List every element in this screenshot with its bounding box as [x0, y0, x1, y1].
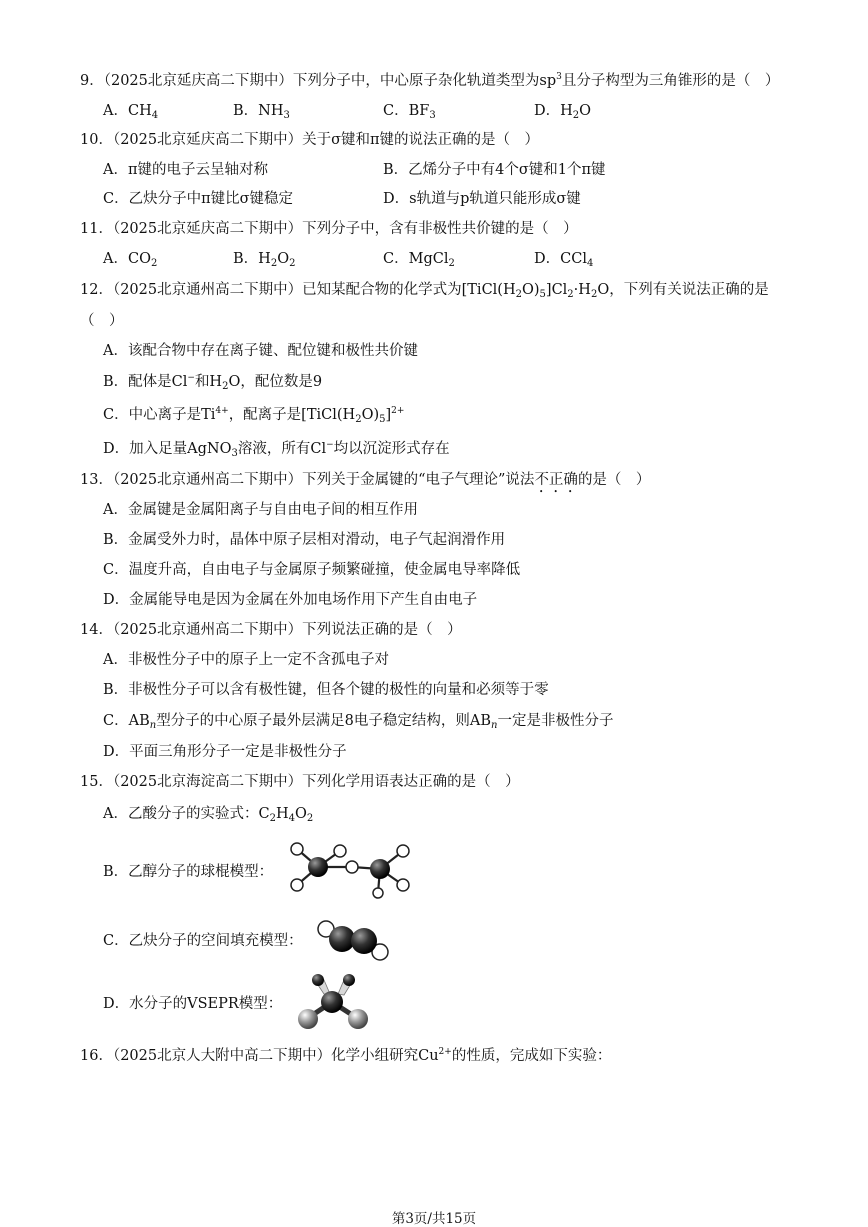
- q12-option-a: A．该配合物中存在离子键、配位键和极性共价键: [103, 343, 418, 359]
- emphasis-not-correct: 不正确: [534, 472, 578, 488]
- q10-option-a: A．π键的电子云呈轴对称: [103, 162, 269, 178]
- q13-option-b: B．金属受外力时，晶体中原子层相对滑动，电子气起润滑作用: [103, 532, 506, 548]
- q9-stem: 9．（2025北京延庆高二下期中）下列分子中，中心原子杂化轨道类型为$sp^3$且分子构型为三角锥形的是（ ）: [80, 72, 780, 89]
- q12-option-d: D．加入足量AgNO$_3$溶液，所有Cl−均以沉淀形式存在: [103, 440, 450, 459]
- q14-option-c: C．$AB_n$型分子的中心原子最外层满足8电子稳定结构，则$AB_n$一定是非极性分子: [103, 713, 614, 731]
- ethanol-ball-stick-model: [283, 837, 419, 899]
- q12-stem-line2: （ ）: [80, 313, 124, 329]
- q14-option-b: B．非极性分子可以含有极性键，但各个键的极性的向量和必须等于零: [103, 682, 549, 698]
- q9-option-d: D．$H_2O$: [534, 103, 592, 121]
- q13-option-a: A．金属键是金属阳离子与自由电子间的相互作用: [103, 502, 418, 518]
- acetylene-space-filling-model: [316, 920, 392, 962]
- q14-option-d: D．平面三角形分子一定是非极性分子: [103, 744, 347, 760]
- q16-stem: 16．（2025北京人大附中高二下期中）化学小组研究$Cu^{2+}$的性质，完成如下实验：: [80, 1047, 612, 1064]
- q10-option-d: D．s轨道与p轨道只能形成σ键: [383, 191, 581, 207]
- q9-option-b: B．$NH_3$: [233, 103, 290, 121]
- q10-option-c: C．乙炔分子中π键比σ键稳定: [103, 191, 294, 207]
- q12-option-b: B．配体是Cl−和$H_2O$，配位数是9: [103, 373, 323, 392]
- q10-stem: 10．（2025北京延庆高二下期中）关于σ键和π键的说法正确的是（ ）: [80, 132, 540, 148]
- q11-stem: 11．（2025北京延庆高二下期中）下列分子中，含有非极性共价键的是（ ）: [80, 221, 578, 237]
- q11-option-d: D．CCl$_4$: [534, 251, 594, 269]
- water-vsepr-model: [294, 970, 374, 1032]
- q11-option-b: B．$H_2O_2$: [233, 251, 296, 269]
- q15-option-d: D．水分子的VSEPR模型：: [103, 996, 283, 1012]
- q15-stem: 15．（2025北京海淀高二下期中）下列化学用语表达正确的是（ ）: [80, 774, 520, 790]
- q15-option-c: C．乙炔分子的空间填充模型：: [103, 933, 303, 949]
- q15-option-b: B．乙醇分子的球棍模型：: [103, 864, 274, 880]
- q11-option-c: C．MgCl$_2$: [383, 251, 455, 269]
- q13-option-d: D．金属能导电是因为金属在外加电场作用下产生自由电子: [103, 592, 478, 608]
- q13-stem: 13．（2025北京通州高二下期中）下列关于金属键的“电子气理论”说法不正确的是（ ）: [80, 472, 651, 488]
- q9-option-c: C．$BF_3$: [383, 103, 436, 121]
- q15-option-a: A．乙酸分子的实验式：$C_2H_4O_2$: [103, 806, 314, 824]
- q9-option-a: A．$CH_4$: [103, 103, 159, 121]
- q12-stem: 12．（2025北京通州高二下期中）已知某配合物的化学式为$[TiCl(H_2O)_5]Cl_2\cdot H_2O$，下列有关说法正确的是: [80, 282, 769, 300]
- q10-option-b: B．乙烯分子中有4个σ键和1个π键: [383, 162, 606, 178]
- q11-option-a: A．$CO_2$: [103, 251, 158, 269]
- q14-option-a: A．非极性分子中的原子上一定不含孤电子对: [103, 652, 389, 668]
- q14-stem: 14．（2025北京通州高二下期中）下列说法正确的是（ ）: [80, 622, 462, 638]
- page-footer: 第3页/共15页: [391, 1211, 477, 1227]
- q12-option-c: C．中心离子是$Ti^{4+}$，配离子是$[TiCl(H_2O)_5]^{2+}$: [103, 406, 405, 425]
- q13-option-c: C．温度升高，自由电子与金属原子频繁碰撞，使金属电导率降低: [103, 562, 521, 578]
